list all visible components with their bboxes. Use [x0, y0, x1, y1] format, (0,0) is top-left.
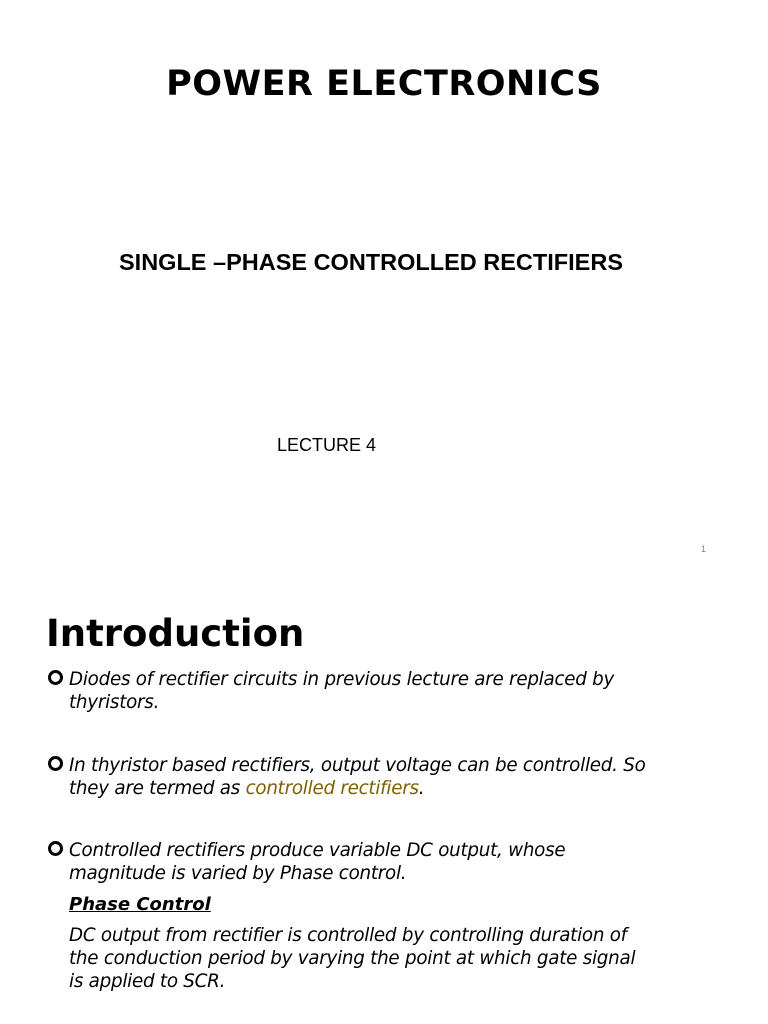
- bullet-text: Controlled rectifiers produce variable DC output, whose magnitude is varied by Phase control.: [69, 840, 566, 884]
- slide-subtitle: SINGLE –PHASE CONTROLLED RECTIFIERS: [119, 249, 623, 275]
- circle-bullet-icon: [48, 841, 63, 856]
- bullet-text-end: .: [418, 778, 425, 799]
- lecture-label: LECTURE 4: [277, 435, 377, 455]
- phase-control-heading: Phase Control: [69, 894, 211, 915]
- highlighted-term: controlled rectifiers: [245, 778, 419, 799]
- circle-bullet-icon: [48, 670, 63, 685]
- list-item: [48, 754, 648, 800]
- section-heading: Introduction: [46, 612, 305, 655]
- list-item: [48, 668, 648, 714]
- phase-control-paragraph: DC output from rectifier is controlled by controlling duration of the conduction period by varying the point at which gate signal is applied to SCR.: [69, 925, 636, 992]
- bullet-text-start: In thyristor based rectifiers, output voltage can be controlled. So they are termed as: [69, 755, 646, 799]
- bullet-text: [69, 754, 648, 800]
- list-item: [48, 839, 648, 993]
- circle-bullet-icon: [48, 756, 63, 771]
- bullet-text: Diodes of rectifier circuits in previous lecture are replaced by thyristors.: [69, 669, 615, 713]
- page-number: 1: [701, 544, 707, 554]
- slide-title: POWER ELECTRONICS: [166, 64, 602, 104]
